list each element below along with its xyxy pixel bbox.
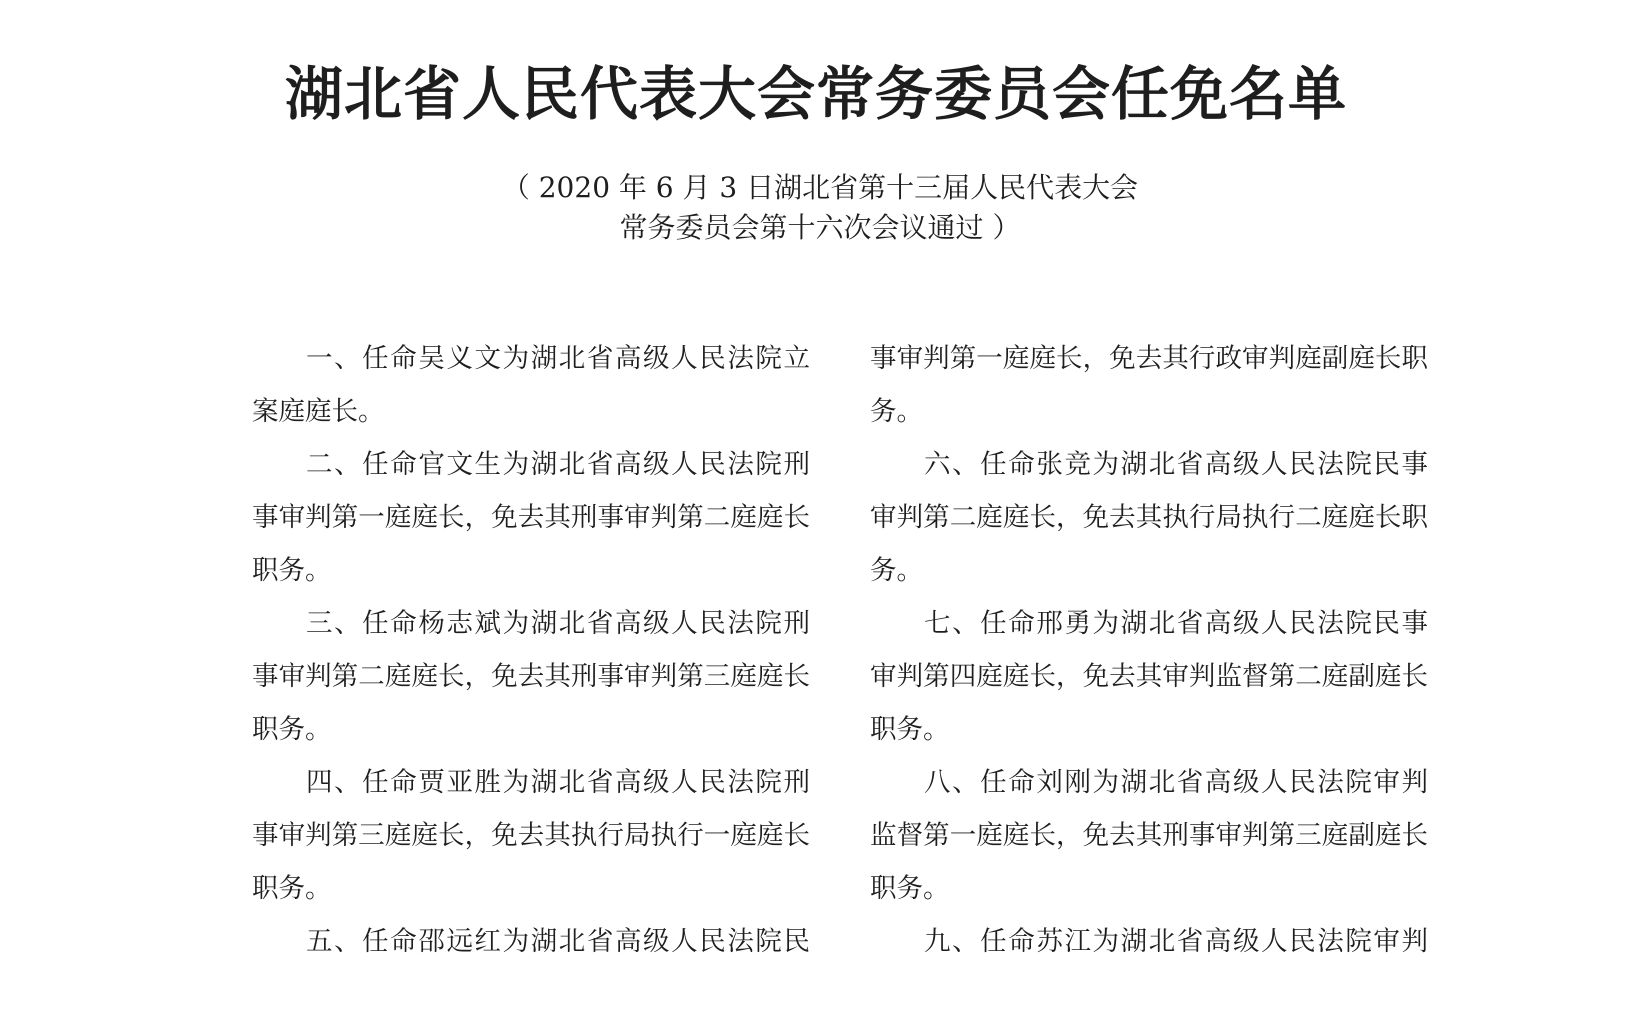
text-line: 审判第二庭庭长，免去其执行局执行二庭庭长职 xyxy=(870,502,1428,533)
text-line: 事审判第三庭庭长，免去其执行局执行一庭庭长 xyxy=(252,820,810,851)
text-line: 四、任命贾亚胜为湖北省高级人民法院刑 xyxy=(306,767,810,798)
text-line: 职务。 xyxy=(252,555,332,586)
text-line: 务。 xyxy=(870,555,923,586)
text-line: 职务。 xyxy=(870,714,950,745)
text-line: 职务。 xyxy=(870,873,950,904)
text-line: 三、任命杨志斌为湖北省高级人民法院刑 xyxy=(306,608,810,639)
text-line: 事审判第一庭庭长，免去其刑事审判第二庭庭长 xyxy=(252,502,810,533)
text-line: 二、任命官文生为湖北省高级人民法院刑 xyxy=(306,449,810,480)
text-line: 事审判第一庭庭长，免去其行政审判庭副庭长职 xyxy=(870,343,1428,374)
text-line: 监督第一庭庭长，免去其刑事审判第三庭副庭长 xyxy=(870,820,1428,851)
document-subtitle-line-2: 常务委员会第十六次会议通过 ） xyxy=(619,211,1021,244)
text-line: 八、任命刘刚为湖北省高级人民法院审判 xyxy=(924,767,1428,798)
text-line: 九、任命苏江为湖北省高级人民法院审判 xyxy=(924,926,1428,957)
text-line: 事审判第二庭庭长，免去其刑事审判第三庭庭长 xyxy=(252,661,810,692)
text-line: 五、任命邵远红为湖北省高级人民法院民 xyxy=(306,926,810,957)
text-line: 职务。 xyxy=(252,873,332,904)
text-line: 职务。 xyxy=(252,714,332,745)
text-line: 案庭庭长。 xyxy=(252,396,385,427)
text-line: 审判第四庭庭长，免去其审判监督第二庭副庭长 xyxy=(870,661,1428,692)
text-line: 七、任命邢勇为湖北省高级人民法院民事 xyxy=(924,608,1428,639)
text-line: 务。 xyxy=(870,396,923,427)
document-title: 湖北省人民代表大会常务委员会任免名单 xyxy=(284,60,1347,128)
document-subtitle-line-1: （ 2020 年 6 月 3 日湖北省第十三届人民代表大会 xyxy=(501,171,1139,204)
text-line: 一、任命吴义文为湖北省高级人民法院立 xyxy=(306,343,810,374)
text-line: 六、任命张竞为湖北省高级人民法院民事 xyxy=(924,449,1428,480)
